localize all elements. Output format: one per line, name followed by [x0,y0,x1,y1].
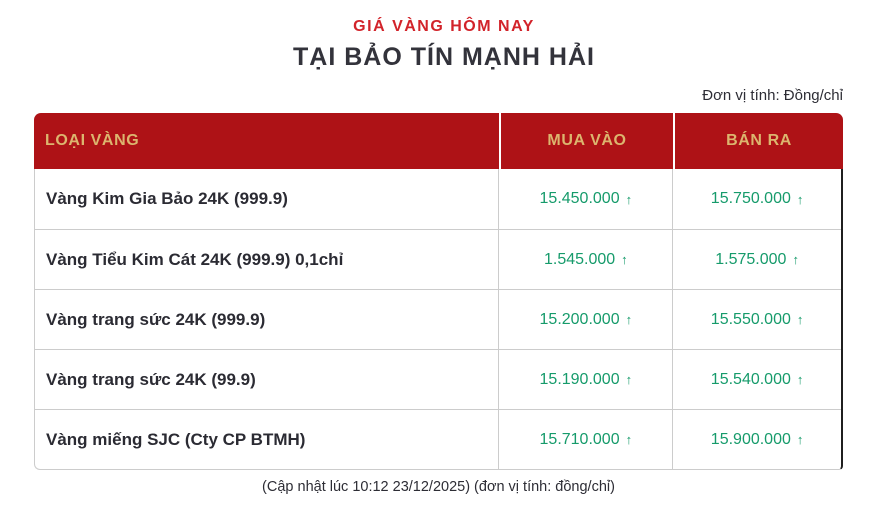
table-row [35,409,841,469]
gold-price-table [34,113,843,470]
gold-type-cell: Vàng trang sức 24K (99.9) [46,369,256,389]
buy-price-cell [498,230,672,289]
gold-type-cell: Vàng miếng SJC (Cty CP BTMH) [46,429,306,449]
buy-price-value: 15.710.000 [539,430,620,448]
buy-price-cell [498,410,672,469]
table-header-row [34,113,843,169]
up-arrow-icon: ↑ [625,312,633,327]
buy-price-value: 1.545.000 [543,250,616,268]
gold-type-cell: Vàng trang sức 24K (999.9) [46,309,266,329]
gold-type-cell: Vàng Tiểu Kim Cát 24K (999.9) 0,1chỉ [46,249,344,269]
sell-price-cell [672,230,841,289]
buy-price-cell [498,169,672,229]
up-arrow-icon: ↑ [625,191,633,207]
sell-price-value: 15.540.000 [710,370,791,388]
up-arrow-icon: ↑ [625,372,633,387]
update-note: (Cập nhật lúc 10:12 23/12/2025) (đơn vị tính: đồng/chỉ) [262,479,615,495]
up-arrow-icon: ↑ [796,372,804,387]
up-arrow-icon: ↑ [796,191,804,207]
sell-price-cell [672,290,841,349]
buy-price-cell [498,290,672,349]
sell-price-cell [672,410,841,469]
buy-price-cell [498,350,672,409]
buy-price-value: 15.450.000 [539,190,620,207]
buy-price-value: 15.200.000 [539,310,620,328]
page-title: TẠI BẢO TÍN MẠNH HẢI [293,43,595,71]
sell-price-value: 1.575.000 [715,250,787,268]
unit-note: Đơn vị tính: Đồng/chỉ [702,87,843,104]
table-row [35,349,841,409]
table-row [35,169,841,229]
buy-price-value: 15.190.000 [539,370,620,388]
column-header-ban-ra: BÁN RA [673,113,843,169]
table-row [35,289,841,349]
sell-price-value: 15.750.000 [710,190,791,207]
table-body [34,169,843,470]
gold-type-cell: Vàng Kim Gia Bảo 24K (999.9) [46,189,288,208]
sell-price-value: 15.900.000 [710,430,791,448]
column-header-mua-vao: MUA VÀO [499,113,673,169]
sell-price-cell [672,169,841,229]
up-arrow-icon: ↑ [796,432,804,447]
page-subtitle: GIÁ VÀNG HÔM NAY [353,18,535,35]
up-arrow-icon: ↑ [625,432,633,447]
up-arrow-icon: ↑ [792,252,799,267]
sell-price-cell [672,350,841,409]
up-arrow-icon: ↑ [621,252,628,267]
up-arrow-icon: ↑ [796,312,804,327]
table-row [35,229,841,289]
content-area [34,87,843,495]
sell-price-value: 15.550.000 [710,310,791,328]
column-header-loai-vang: LOẠI VÀNG [45,132,140,149]
